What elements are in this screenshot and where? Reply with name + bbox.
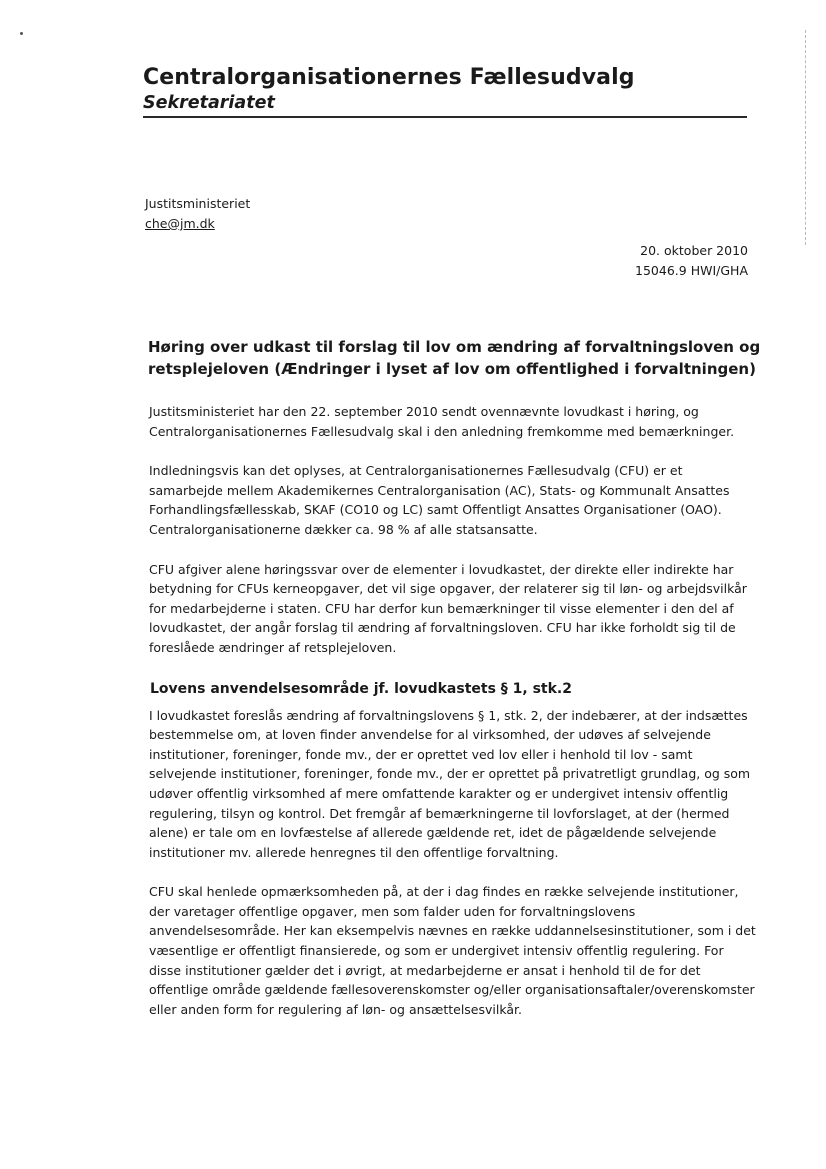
paragraph: CFU skal henlede opmærksomheden på, at der i dag findes en række selvejende institutioner, der varetager offentlige opgaver, men som falder uden for forvaltningslovens anvendelsesområde. Her kan eksempelvis nævnes en række uddannelsesinstitutioner, som i det væsentlige er offentligt finansierede, og som er undergivet intensiv offentlig regulering. For disse institutioner gælder det i øvrigt, at medarbejderne er ansat i henhold til de for det offentlige område gældende fællesoverenskomster og/eller organisationsaftaler/overenskomster eller anden form for regulering af løn- og ansættelsesvilkår.	[149, 884, 756, 1017]
letter-reference: 15046.9 HWI/GHA	[635, 263, 748, 278]
department-name: Sekretariatet	[143, 93, 275, 113]
recipient-block	[145, 194, 250, 234]
letter-meta	[635, 241, 748, 281]
paragraph: Indledningsvis kan det oplyses, at Centralorganisationernes Fællesudvalg (CFU) er et samarbejde mellem Akademikernes Centralorganisation (AC), Stats- og Kommunalt Ansattes Forhandlingsfællesskab, SKAF (CO10 og LC) samt Offentligt Ansattes Organisationer (OAO). Centralorganisationerne dækker ca. 98 % af alle statsansatte.	[149, 463, 730, 537]
document-body	[149, 402, 759, 1039]
paragraph: I lovudkastet foreslås ændring af forvaltningslovens § 1, stk. 2, der indebærer, at der indsættes bestemmelse om, at loven finder anvendelse for al virksomhed, der udøves af selvejende institutioner, foreninger, fonde mv., der er oprettet ved lov eller i henhold til lov - samt selvejende institutioner, foreninger, fonde mv., der er oprettet på privatretligt grundlag, og som udøver offentlig virksomhed af mere omfattende karakter og er undergivet intensiv offentlig regulering, tilsyn og kontrol. Det fremgår af bemærkningerne til lovforslaget, at der (hermed alene) er tale om en lovfæstelse af allerede gældende ret, idet de pågældende selvejende institutioner mv. allerede henregnes til den offentlige forvaltning.	[149, 707, 751, 860]
scan-edge-line	[805, 30, 807, 245]
section-heading: Lovens anvendelsesområde jf. lovudkastets § 1, stk.2	[150, 680, 572, 697]
letterhead	[143, 64, 747, 118]
paragraph: CFU afgiver alene høringssvar over de elementer i lovudkastet, der direkte eller indirekte har betydning for CFUs kerneopgaver, det vil sige opgaver, der relaterer sig til løn- og arbejdsvilkår for medarbejderne i staten. CFU har derfor kun bemærkninger til visse elementer i den del af lovudkastet, der angår forslag til ændring af forvaltningsloven. CFU har ikke forholdt sig til de foreslåede ændringer af retsplejeloven.	[149, 561, 747, 655]
organization-name: Centralorganisationernes Fællesudvalg	[143, 65, 635, 90]
scan-speck	[20, 32, 23, 35]
paragraph: Justitsministeriet har den 22. september 2010 sendt ovennævnte lovudkast i høring, og Centralorganisationernes Fællesudvalg skal i den anledning fremkomme med bemærkninger.	[149, 404, 735, 439]
document-title: Høring over udkast til forslag til lov om ændring af forvaltningsloven og retsplejeloven (Ændringer i lyset af lov om offentlighed i forvaltningen)	[148, 338, 761, 378]
recipient-email-link[interactable]: che@jm.dk	[145, 216, 215, 231]
letter-date: 20. oktober 2010	[640, 243, 748, 258]
recipient-name: Justitsministeriet	[145, 196, 251, 211]
